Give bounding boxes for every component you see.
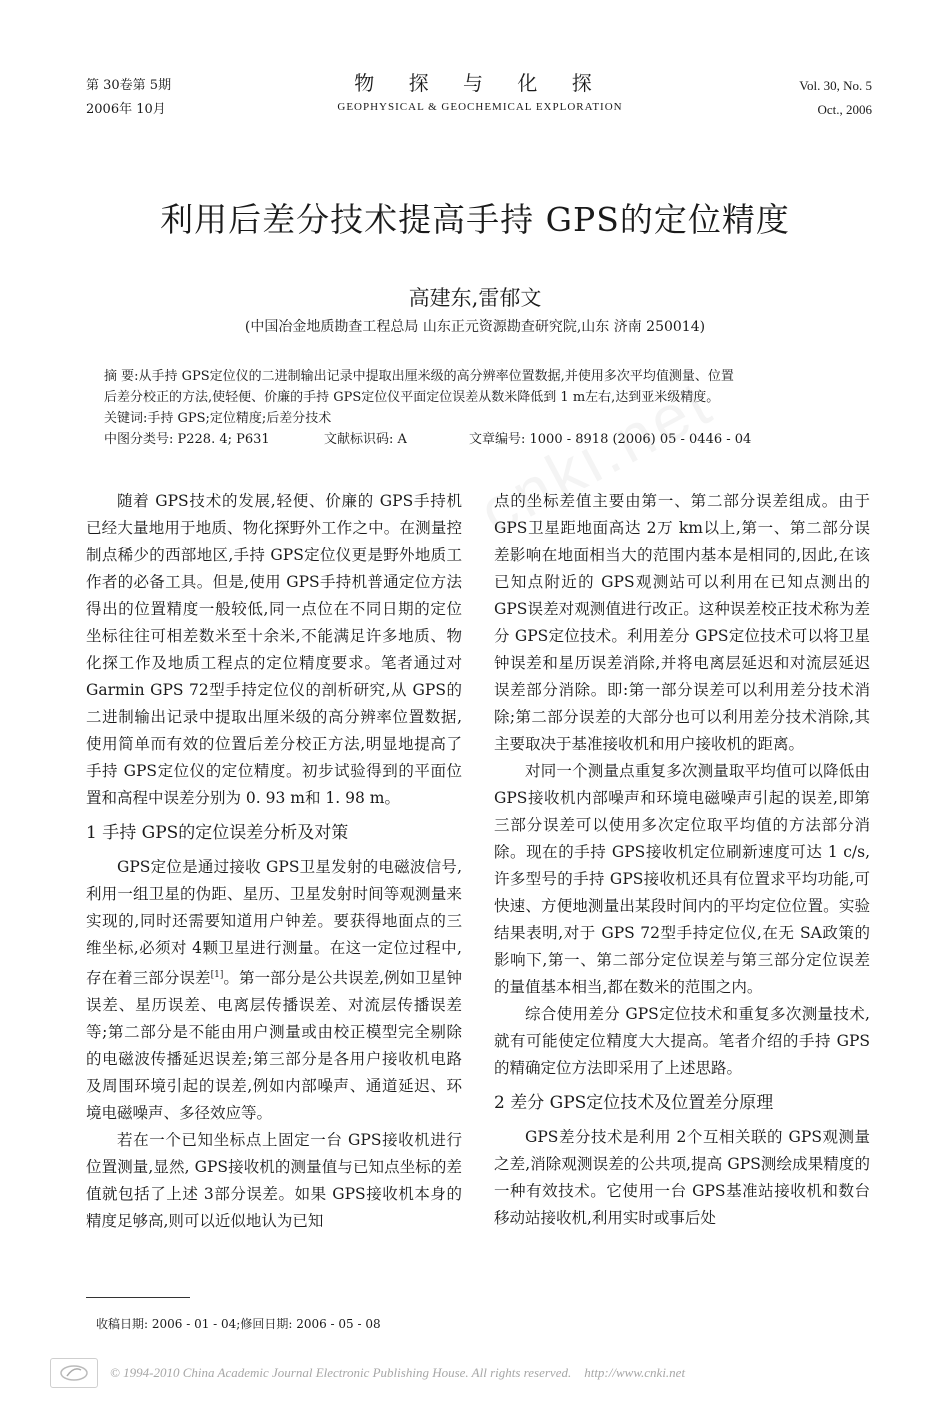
section-heading: 1 手持 GPS的定位误差分析及对策: [86, 823, 349, 843]
body-column-left: [86, 488, 462, 1235]
abstract-block: [104, 366, 860, 450]
keywords: 关键词:手持 GPS;定位精度;后差分技术: [104, 411, 332, 426]
section-heading: 2 差分 GPS定位技术及位置差分原理: [494, 1093, 774, 1113]
volume-issue-en: Vol. 30, No. 5: [799, 78, 872, 93]
paragraph: 点的坐标差值主要由第一、第二部分误差组成。由于 GPS卫星距地面高达 2万 km以上,第一、第二部分误差影响在地面相当大的范围内基本是相同的,因此,在该已知点附近的 GPS观测站可以利用在已知点测出的 GPS误差对观测值进行改正。这种误差校正技术称为差分 GPS定位技术。利用差分 GPS定位技术可以将卫星钟误差和星历误差消除,并将电离层延迟和对流层延迟误差部分消除。即:第一部分误差可以利用差分技术消除;第二部分误差的大部分也可以利用差分技术消除,其主要取决于基准接收机和用户接收机的距离。: [494, 492, 870, 753]
classification-row: [104, 429, 860, 450]
paragraph: GPS定位是通过接收 GPS卫星发射的电磁波信号,利用一组卫星的伪距、星历、卫星发射时间等观测量来实现的,同时还需要知道用户钟差。要获得地面点的三维坐标,必须对 4颗卫星进行测量。在这一定位过程中,存在着三部分误差[1]。第一部分是公共误差,例如卫星钟误差、星历误差、电离层传播误差、对流层传播误差等;第二部分是不能由用户测量或由校正模型完全剔除的电磁波传播延迟误差;第三部分是各用户接收机电路及周围环境引起的误差,例如内部噪声、通道延迟、环境电磁噪声、多径效应等。: [86, 858, 462, 1123]
clc-number: 中图分类号: P228. 4; P631: [104, 432, 270, 447]
cnki-logo-icon: [50, 1358, 98, 1388]
paragraph: 若在一个已知坐标点上固定一台 GPS接收机进行位置测量,显然, GPS接收机的测量值与已知点坐标的差值就包括了上述 3部分误差。如果 GPS接收机本身的精度足够高,则可以近似地认为已知: [86, 1131, 462, 1231]
journal-name-en: GEOPHYSICAL & GEOCHEMICAL EXPLORATION: [337, 101, 623, 113]
date-cn: 2006年 10月: [86, 102, 166, 117]
affiliation: (中国冶金地质勘查工程总局 山东正元资源勘查研究院,山东 济南 250014): [244, 319, 706, 335]
copyright-text: © 1994-2010 China Academic Journal Electronic Publishing House. All rights reserved. http://www.cnki.net: [110, 1365, 686, 1380]
abstract-line: 摘 要:从手持 GPS定位仪的二进制输出记录中提取出厘米级的高分辨率位置数据,并使用多次平均值测量、位置: [104, 369, 734, 384]
body-column-right: [494, 488, 870, 1232]
journal-name-cn: 物 探 与 化 探: [354, 71, 606, 95]
paragraph: 综合使用差分 GPS定位技术和重复多次测量技术,就有可能使定位精度大大提高。笔者介绍的手持 GPS的精确定位方法即采用了上述思路。: [494, 1005, 870, 1077]
citation[interactable]: [1]: [210, 970, 224, 980]
article-number: 文章编号: 1000 - 8918 (2006) 05 - 0446 - 04: [469, 432, 752, 447]
header-right: [799, 74, 872, 122]
authors: 高建东,雷郁文: [408, 286, 542, 310]
document-code: 文献标识码: A: [324, 432, 407, 447]
volume-issue-cn: 第 30卷第 5期: [86, 78, 172, 93]
abstract-line: 后差分校正的方法,使轻便、价廉的手持 GPS定位仪平面定位误差从数米降低到 1 m左右,达到亚米级精度。: [104, 390, 720, 405]
header-left: [86, 74, 171, 122]
paragraph: 随着 GPS技术的发展,轻便、价廉的 GPS手持机已经大量地用于地质、物化探野外工作之中。在测量控制点稀少的西部地区,手持 GPS定位仪更是野外地质工作者的必备工具。但是,使用 GPS手持机普通定位方法得出的位置精度一般较低,同一点位在不同日期的定位坐标往往可相差数米至十余米,不能满足许多地质、物化探工作及地质工程点的定位精度要求。笔者通过对 Garmin GPS 72型手持定位仪的剖析研究,从 GPS的二进制输出记录中提取出厘米级的高分辨率位置数据,使用简单而有效的位置后差分校正方法,明显地提高了手持 GPS定位仪的定位精度。初步试验得到的平面位置和高程中误差分别为 0. 93 m和 1. 98 m。: [86, 492, 462, 807]
footnote-divider: [86, 1297, 190, 1298]
header-center: [250, 70, 710, 118]
date-en: Oct., 2006: [817, 102, 872, 117]
paragraph: GPS差分技术是利用 2个互相关联的 GPS观测量之差,消除观测误差的公共项,提高 GPS测绘成果精度的一种有效技术。它使用一台 GPS基准站接收机和数台移动站接收机,利用实时或事后处: [494, 1128, 870, 1227]
paper-title: 利用后差分技术提高手持 GPS的定位精度: [160, 200, 790, 239]
paragraph: 对同一个测量点重复多次测量取平均值可以降低由 GPS接收机内部噪声和环境电磁噪声引起的误差,即第三部分误差可以使用多次定位取平均值的方法部分消除。现在的手持 GPS接收机定位刷新速度可达 1 c/s,许多型号的手持 GPS接收机还具有位置求平均功能,可快速、方便地测量出某段时间内的平均定位位置。实验结果表明,对于 GPS 72型手持定位仪,在无 SA政策的影响下,第一、第二部分定位误差与第三部分定位误差的量值基本相当,都在数米的范围之内。: [494, 762, 870, 996]
copyright-footer: [50, 1358, 920, 1388]
received-date-footnote: 收稿日期: 2006 - 01 - 04;修回日期: 2006 - 05 - 08: [96, 1317, 381, 1331]
